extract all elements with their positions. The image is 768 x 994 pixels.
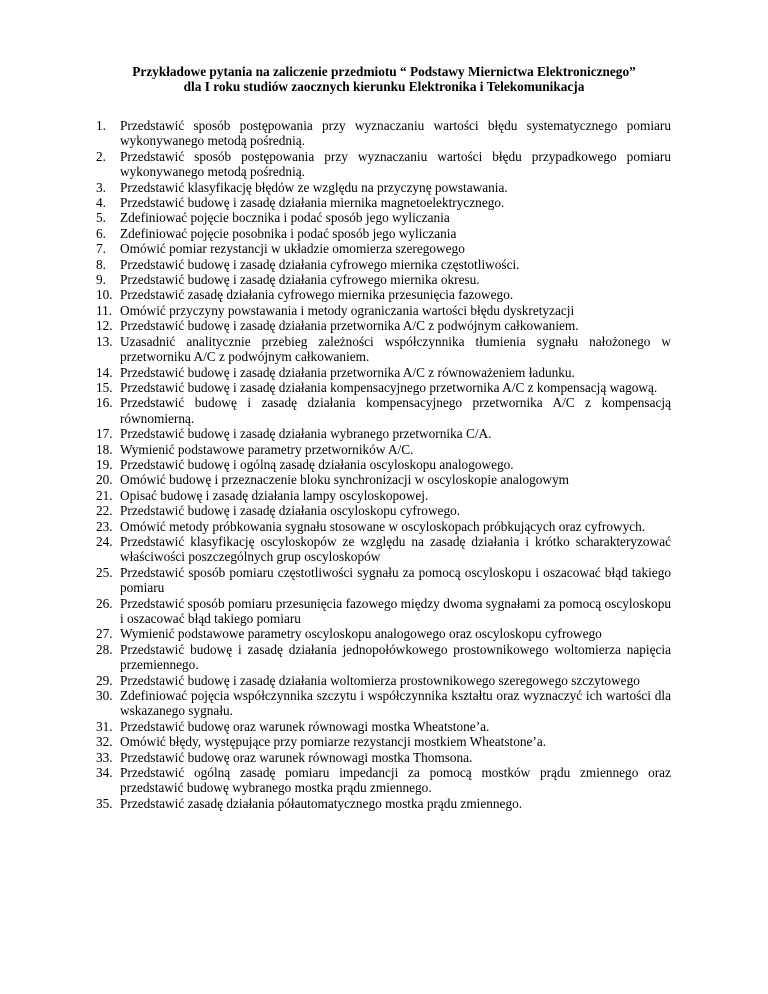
question-item <box>96 287 671 302</box>
question-number: 28. <box>96 641 113 657</box>
question-text: Wymienić podstawowe parametry przetworników A/C. <box>120 441 414 457</box>
question-text: Przedstawić budowę oraz warunek równowagi mostka Wheatstone’a. <box>120 718 490 734</box>
question-number: 20. <box>96 472 113 488</box>
question-item <box>96 765 671 796</box>
question-item <box>96 380 671 395</box>
question-text: Przedstawić klasyfikację oscyloskopów ze względu na zasadę działania i krótko scharakteryzować właściwości poszczególnych grup oscyloskopów <box>120 533 671 565</box>
question-number: 17. <box>96 426 113 442</box>
question-item <box>96 503 671 518</box>
question-item <box>96 318 671 333</box>
document-header <box>96 64 672 95</box>
question-number: 4. <box>96 195 106 211</box>
question-text: Omówić przyczyny powstawania i metody ograniczania wartości błędu dyskretyzacji <box>120 302 575 318</box>
question-text: Przedstawić zasadę działania półautomatycznego mostka prądu zmiennego. <box>120 795 523 811</box>
question-number: 1. <box>96 118 106 133</box>
question-number: 8. <box>96 256 106 272</box>
question-item <box>96 195 671 210</box>
question-number: 31. <box>96 718 113 734</box>
question-number: 19. <box>96 456 113 472</box>
question-text: Uzasadnić analitycznie przebieg zależności współczynnika tłumienia sygnału nałożonego w przetworniku A/C z podwójnym całkowaniem. <box>120 333 671 365</box>
question-text: Przedstawić budowę i ogólną zasadę działania oscyloskopu analogowego. <box>120 456 514 472</box>
question-item <box>96 180 671 195</box>
question-text: Omówić pomiar rezystancji w układzie omomierza szeregowego <box>120 241 465 257</box>
question-item <box>96 488 671 503</box>
question-number: 33. <box>96 749 113 765</box>
question-number: 9. <box>96 272 106 288</box>
question-item <box>96 395 671 426</box>
question-item <box>96 626 671 641</box>
question-number: 7. <box>96 241 106 257</box>
question-item <box>96 457 671 472</box>
question-item <box>96 796 671 811</box>
question-number: 18. <box>96 441 113 457</box>
question-text: Przedstawić budowę i zasadę działania kompensacyjnego przetwornika A/C z kompensacją wagową. <box>120 379 658 395</box>
document-title: Przykładowe pytania na zaliczenie przedmiotu “ Podstawy Miernictwa Elektronicznego” <box>132 64 636 79</box>
question-text: Wymienić podstawowe parametry oscyloskopu analogowego oraz oscyloskopu cyfrowego <box>120 626 602 642</box>
document-subtitle: dla I roku studiów zaocznych kierunku Elektronika i Telekomunikacja <box>183 79 585 95</box>
question-text: Omówić metody próbkowania sygnału stosowane w oscyloskopach próbkujących oraz cyfrowych. <box>120 518 646 534</box>
question-text: Przedstawić sposób pomiaru częstotliwości sygnału za pomocą oscyloskopu i oszacować błąd takiego pomiaru <box>120 564 671 596</box>
question-number: 14. <box>96 364 113 380</box>
question-number: 22. <box>96 503 113 519</box>
question-number: 34. <box>96 765 113 781</box>
question-item <box>96 118 671 149</box>
question-number: 24. <box>96 533 113 549</box>
question-item <box>96 734 671 749</box>
question-number: 11. <box>96 302 113 318</box>
question-item <box>96 272 671 287</box>
question-text: Przedstawić budowę i zasadę działania woltomierza prostownikowego szeregowego szczytowego <box>120 672 640 688</box>
question-number: 13. <box>96 333 113 349</box>
question-text: Przedstawić budowę i zasadę działania jednopołówkowego prostownikowego woltomierza napięcia przemiennego. <box>120 641 671 673</box>
question-number: 25. <box>96 564 113 580</box>
question-item <box>96 257 671 272</box>
question-item <box>96 750 671 765</box>
question-text: Przedstawić budowę i zasadę działania miernika magnetoelektrycznego. <box>120 195 505 211</box>
question-number: 10. <box>96 287 113 303</box>
question-number: 23. <box>96 518 113 534</box>
question-number: 15. <box>96 379 113 395</box>
question-item <box>96 365 671 380</box>
question-item <box>96 226 671 241</box>
question-text: Zdefiniować pojęcie bocznika i podać sposób jego wyliczania <box>120 210 450 226</box>
question-item <box>96 334 671 365</box>
question-text: Przedstawić budowę i zasadę działania przetwornika A/C z równoważeniem ładunku. <box>120 364 575 380</box>
question-number: 12. <box>96 318 113 334</box>
question-number: 26. <box>96 595 113 611</box>
question-number: 6. <box>96 225 106 241</box>
question-number: 3. <box>96 179 106 195</box>
question-text: Przedstawić ogólną zasadę pomiaru impedancji za pomocą mostków prądu zmiennego oraz przedstawić budowę wybranego mostka prądu zmiennego. <box>120 765 671 796</box>
question-text: Przedstawić zasadę działania cyfrowego miernika przesunięcia fazowego. <box>120 287 514 303</box>
question-item <box>96 519 671 534</box>
question-text: Przedstawić klasyfikację błędów ze względu na przyczynę powstawania. <box>120 179 508 195</box>
question-item <box>96 241 671 256</box>
question-item <box>96 596 671 627</box>
question-number: 2. <box>96 148 106 164</box>
question-text: Zdefiniować pojęcie posobnika i podać sposób jego wyliczania <box>120 225 457 241</box>
question-item <box>96 565 671 596</box>
question-text: Przedstawić sposób postępowania przy wyznaczaniu wartości błędu systematycznego pomiaru wykonywanego metodą pośrednią. <box>120 118 671 149</box>
question-item <box>96 534 671 565</box>
question-text: Przedstawić budowę oraz warunek równowagi mostka Thomsona. <box>120 749 473 765</box>
question-text: Przedstawić sposób pomiaru przesunięcia fazowego między dwoma sygnałami za pomocą oscyloskopu i oszacować błąd takiego pomiaru <box>120 595 671 626</box>
question-number: 29. <box>96 672 113 688</box>
question-item <box>96 149 671 180</box>
question-number: 21. <box>96 487 113 503</box>
question-item <box>96 719 671 734</box>
question-text: Zdefiniować pojęcia współczynnika szczytu i współczynnika kształtu oraz wyznaczyć ich wartości dla wskazanego sygnału. <box>120 688 671 719</box>
question-item <box>96 472 671 487</box>
question-number: 5. <box>96 210 106 226</box>
question-number: 27. <box>96 626 113 642</box>
question-text: Omówić błędy, występujące przy pomiarze rezystancji mostkiem Wheatstone’a. <box>120 734 547 750</box>
question-number: 30. <box>96 688 113 704</box>
question-item <box>96 426 671 441</box>
question-item <box>96 303 671 318</box>
question-text: Opisać budowę i zasadę działania lampy oscyloskopowej. <box>120 487 429 503</box>
question-number: 35. <box>96 795 113 811</box>
question-text: Przedstawić budowę i zasadę działania wybranego przetwornika C/A. <box>120 426 492 442</box>
question-text: Przedstawić budowę i zasadę działania kompensacyjnego przetwornika A/C z kompensacją równomierną. <box>120 395 671 426</box>
question-text: Przedstawić sposób postępowania przy wyznaczaniu wartości błędu przypadkowego pomiaru wykonywanego metodą pośrednią. <box>120 148 671 180</box>
question-list <box>96 118 671 811</box>
question-text: Przedstawić budowę i zasadę działania cyfrowego miernika okresu. <box>120 272 480 288</box>
question-text: Przedstawić budowę i zasadę działania cyfrowego miernika częstotliwości. <box>120 256 520 272</box>
question-text: Przedstawić budowę i zasadę działania oscyloskopu cyfrowego. <box>120 503 461 519</box>
question-item <box>96 688 671 719</box>
question-item <box>96 673 671 688</box>
question-item <box>96 442 671 457</box>
question-text: Przedstawić budowę i zasadę działania przetwornika A/C z podwójnym całkowaniem. <box>120 318 579 334</box>
question-text: Omówić budowę i przeznaczenie bloku synchronizacji w oscyloskopie analogowym <box>120 472 570 488</box>
question-number: 16. <box>96 395 113 411</box>
question-number: 32. <box>96 734 113 750</box>
question-item <box>96 210 671 225</box>
question-item <box>96 642 671 673</box>
